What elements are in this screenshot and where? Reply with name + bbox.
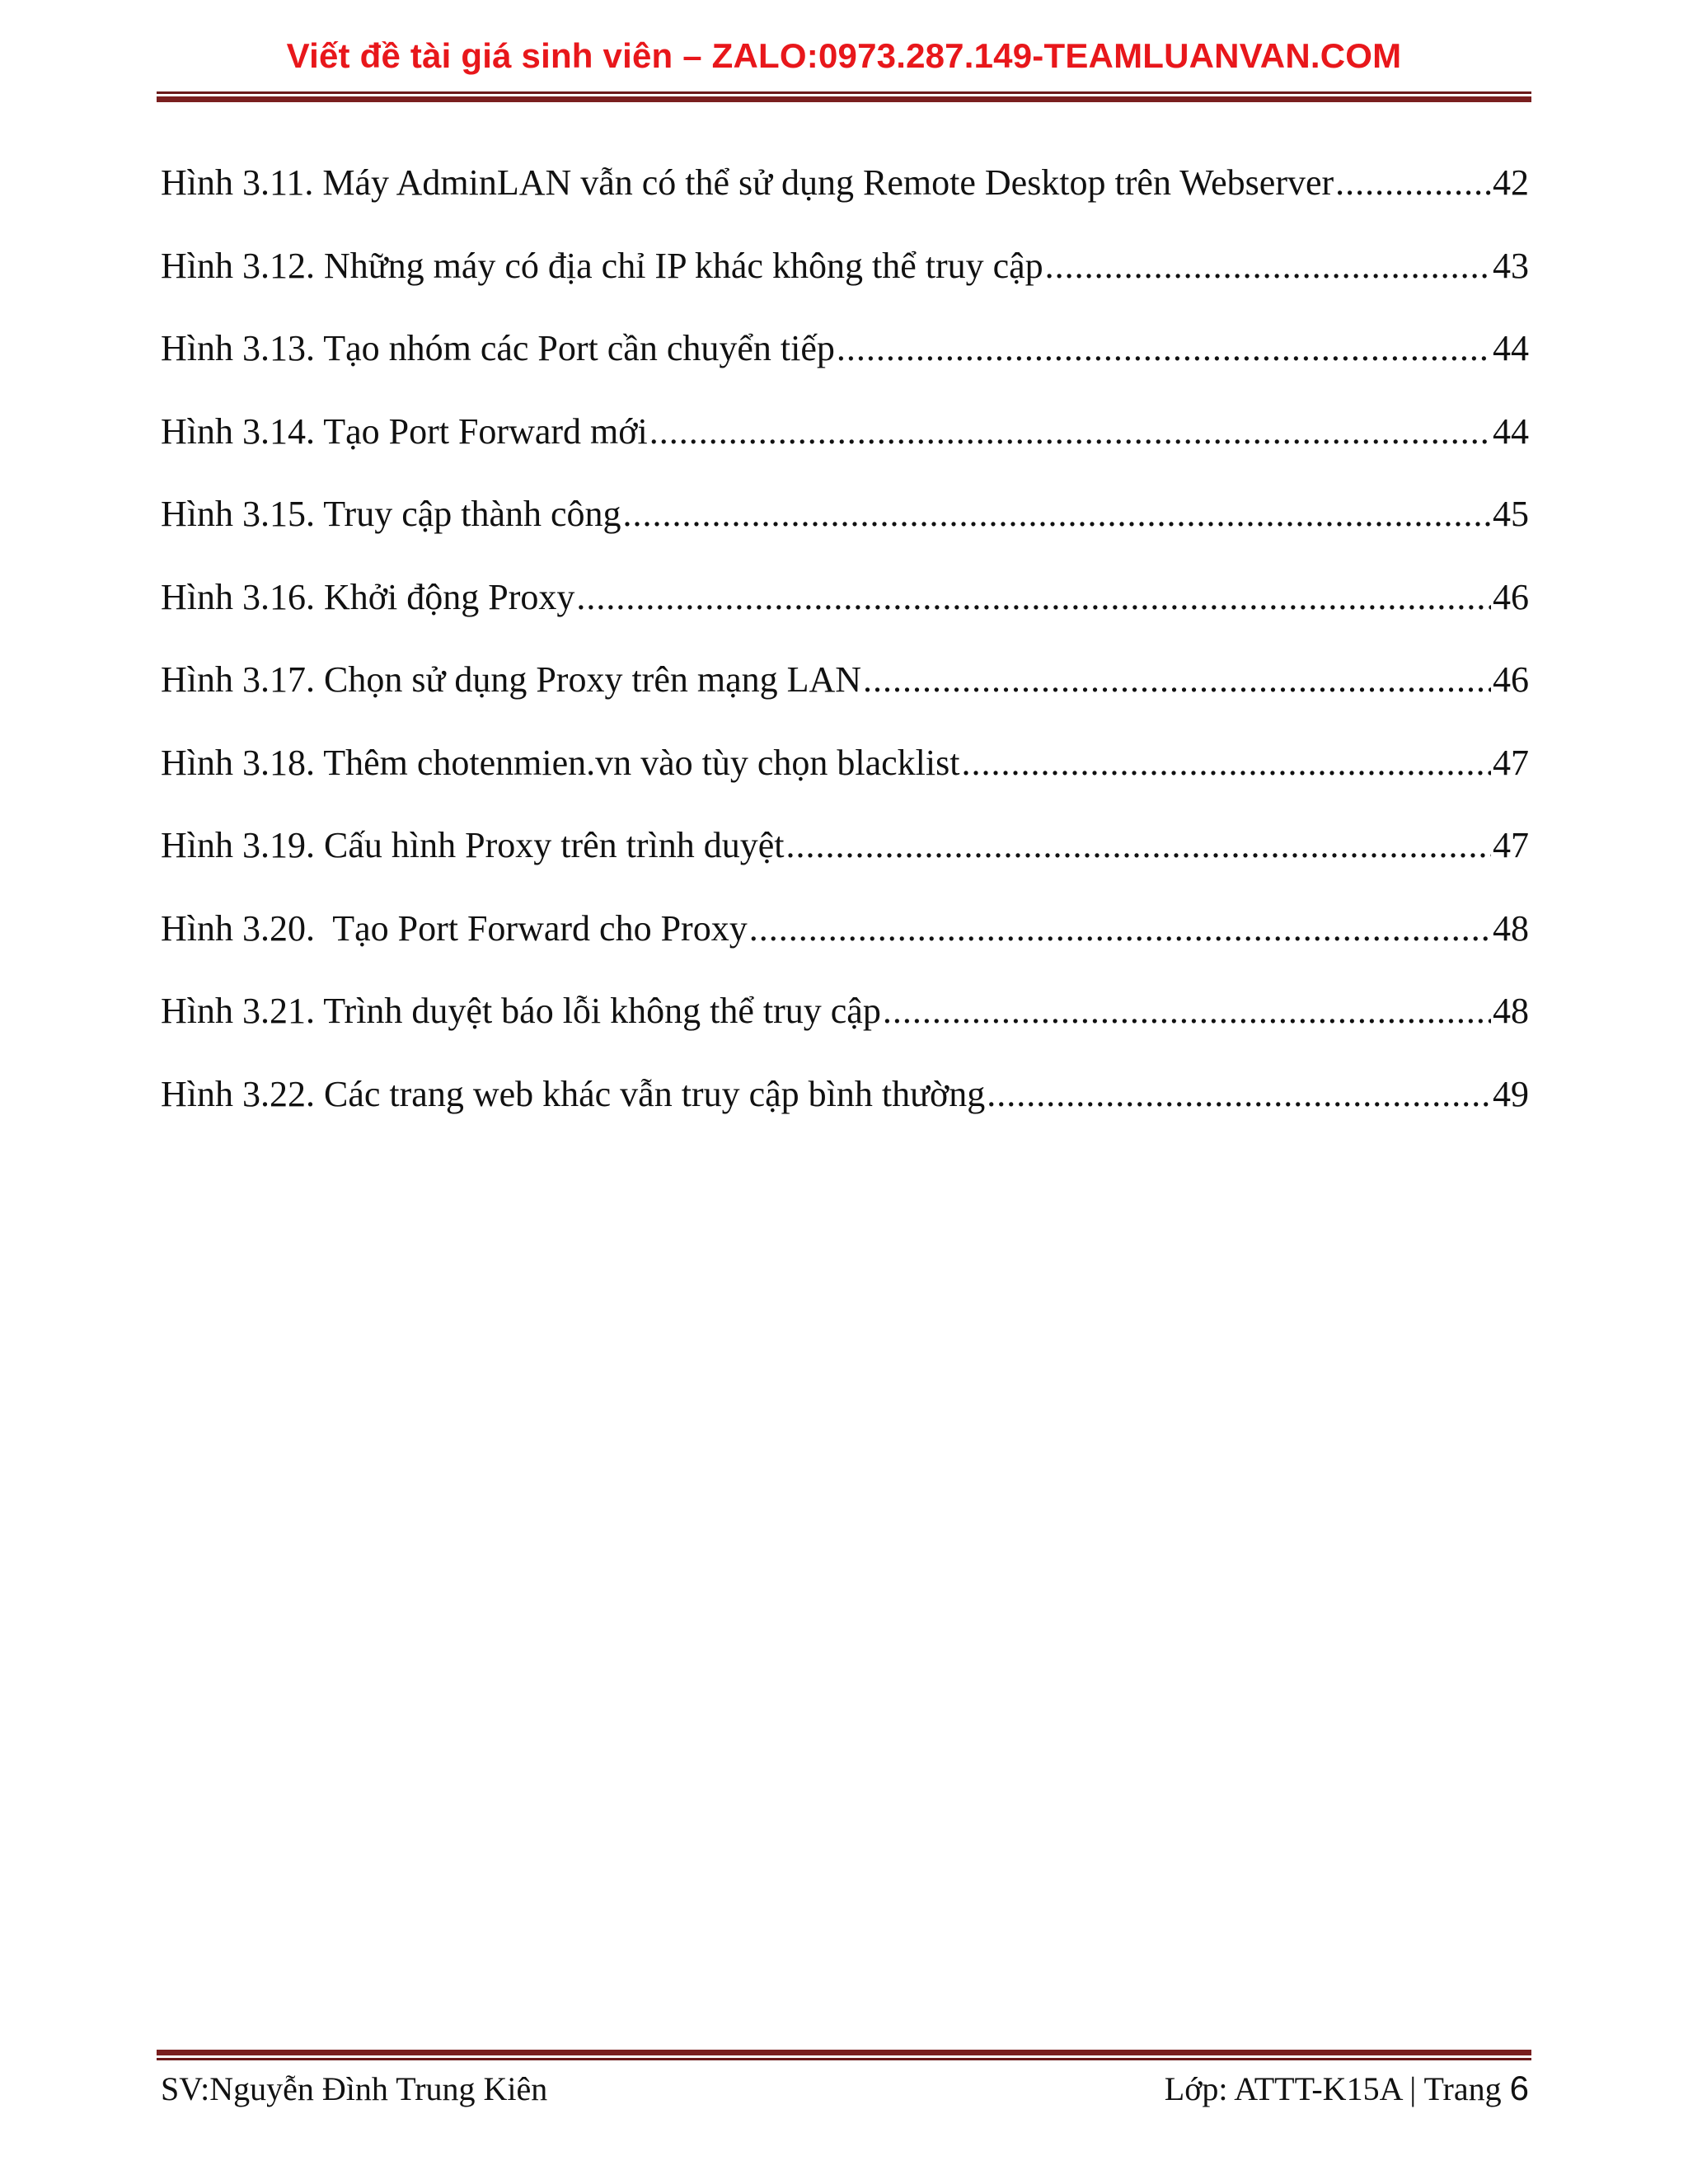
header-banner: Viết đề tài giá sinh viên – ZALO:0973.287.149-TEAMLUANVAN.COM [286, 36, 1402, 75]
toc-entry[interactable] [161, 241, 1529, 325]
dot-leader [1045, 241, 1491, 291]
toc-entry-label: Hình 3.12. Những máy có địa chỉ IP khác không thể truy cập [161, 245, 1043, 286]
toc-entry-page: 47 [1493, 742, 1529, 783]
dot-leader [863, 655, 1491, 705]
toc-entry-page: 43 [1493, 245, 1529, 286]
toc-entry[interactable] [161, 1070, 1529, 1153]
toc-entry-page: 48 [1493, 991, 1529, 1031]
toc-entry-label: Hình 3.13. Tạo nhóm các Port cần chuyển tiếp [161, 328, 835, 368]
toc-entry-page: 47 [1493, 825, 1529, 865]
toc-entry[interactable] [161, 738, 1529, 822]
dot-leader [837, 324, 1491, 373]
dot-leader [987, 1070, 1491, 1119]
toc-entry-page: 49 [1493, 1073, 1529, 1114]
toc-entry-label: Hình 3.11. Máy AdminLAN vẫn có thể sử dụng Remote Desktop trên Webserver [161, 162, 1334, 203]
toc-entry-label: Hình 3.19. Cấu hình Proxy trên trình duyệt [161, 825, 785, 865]
footer-divider [157, 2050, 1531, 2060]
toc-entry[interactable] [161, 821, 1529, 904]
toc-entry-page: 42 [1493, 162, 1529, 203]
toc-entry-page: 44 [1493, 328, 1529, 368]
dot-leader [649, 407, 1491, 457]
footer-student-name: SV:Nguyễn Đình Trung Kiên [161, 2070, 548, 2107]
toc-entry-page: 46 [1493, 576, 1529, 617]
toc-entry-label: Hình 3.21. Trình duyệt báo lỗi không thể truy cập [161, 991, 881, 1031]
footer-page-number: 6 [1509, 2069, 1529, 2107]
toc-entry[interactable] [161, 324, 1529, 407]
toc-entry[interactable] [161, 573, 1529, 656]
dot-leader [883, 987, 1491, 1036]
dot-leader [961, 738, 1491, 788]
toc-entry[interactable] [161, 655, 1529, 738]
figure-list [161, 158, 1529, 1152]
header-divider [157, 91, 1531, 102]
footer-class-page [1165, 2069, 1529, 2108]
toc-entry-page: 44 [1493, 410, 1529, 452]
toc-entry[interactable] [161, 490, 1529, 573]
toc-entry[interactable] [161, 904, 1529, 987]
dot-leader [749, 904, 1491, 954]
toc-entry-page: 46 [1493, 659, 1529, 700]
dot-leader [1335, 158, 1491, 208]
footer-class-label: Lớp: ATTT-K15A | Trang [1164, 2070, 1510, 2107]
toc-entry-label: Hình 3.15. Truy cập thành công [161, 494, 621, 534]
toc-entry-label: Hình 3.16. Khởi động Proxy [161, 576, 575, 617]
toc-entry-label: Hình 3.18. Thêm chotenmien.vn vào tùy chọn blacklist [161, 742, 960, 783]
toc-entry-label: Hình 3.14. Tạo Port Forward mới [161, 410, 648, 452]
toc-entry[interactable] [161, 158, 1529, 241]
toc-entry-page: 48 [1493, 907, 1529, 949]
toc-entry-label: Hình 3.20. Tạo Port Forward cho Proxy [161, 907, 748, 949]
toc-entry[interactable] [161, 407, 1529, 490]
page-footer [161, 2069, 1529, 2108]
dot-leader [576, 573, 1491, 622]
dot-leader [786, 821, 1492, 870]
toc-entry-page: 45 [1493, 494, 1529, 534]
toc-entry-label: Hình 3.17. Chọn sử dụng Proxy trên mạng LAN [161, 659, 862, 700]
toc-entry[interactable] [161, 987, 1529, 1070]
toc-entry-label: Hình 3.22. Các trang web khác vẫn truy cập bình thường [161, 1073, 986, 1114]
dot-leader [623, 490, 1491, 539]
